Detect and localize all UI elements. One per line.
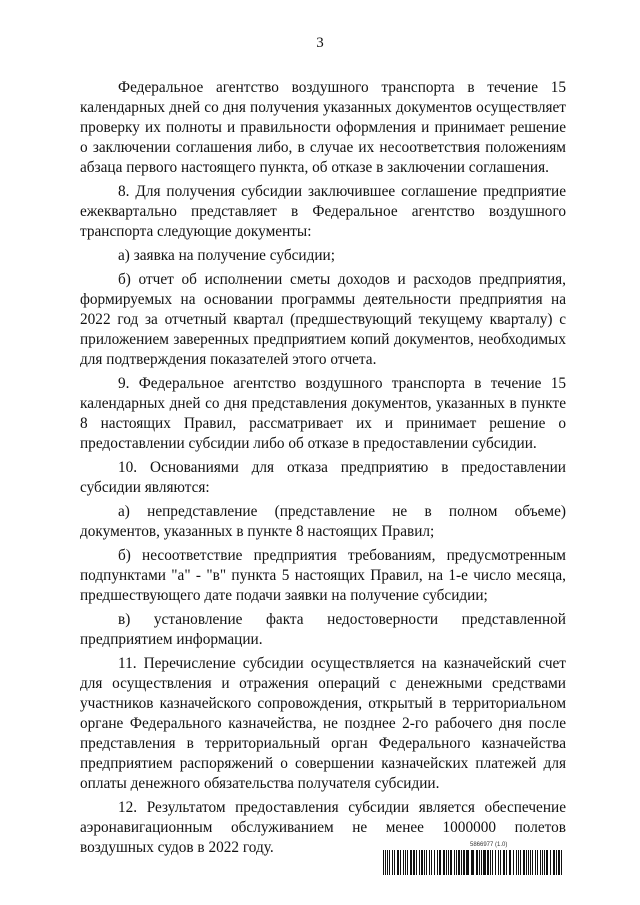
barcode-image bbox=[383, 850, 563, 875]
paragraph-10: 10. Основаниями для отказа предприятию в предоставлении субсидии являются: bbox=[80, 459, 566, 496]
paragraph-8: 8. Для получения субсидии заключившее соглашение предприятие ежеквартально представляет в Федеральное агентство воздушного транспорта следующие документы: bbox=[80, 183, 566, 240]
document-body bbox=[80, 78, 566, 862]
paragraph-agency-review: Федеральное агентство воздушного транспорта в течение 15 календарных дней со дня получения указанных документов осуществляет проверку их полноты и правильности оформления и принимает решение о заключении соглашения либо, в случае их несоответствия положениям абзаца первого настоящего пункта, об отказе в заключении соглашения. bbox=[80, 79, 566, 176]
paragraph-8b: б) отчет об исполнении сметы доходов и расходов предприятия, формируемых на основании программы деятельности предприятия на 2022 год за отчетный квартал (предшествующий текущему кварталу) с приложением заверенных предприятием копий документов, необходимых для подтверждения показателей этого отчета. bbox=[80, 271, 566, 368]
paragraph-11: 11. Перечисление субсидии осуществляется на казначейский счет для осуществления и отражения операций с денежными средствами участников казначейского сопровождения, открытый в территориальном органе Федерального казначейства, не позднее 2-го рабочего дня после представления в территориальный орган Федерального казначейства предприятием распоряжений о совершении казначейских платежей для оплаты денежного обязательства получателя субсидии. bbox=[80, 655, 566, 792]
paragraph-9: 9. Федеральное агентство воздушного транспорта в течение 15 календарных дней со дня представления документов, указанных в пункте 8 настоящих Правил, рассматривает их и принимает решение о предоставлении субсидии либо об отказе в предоставлении субсидии. bbox=[80, 375, 566, 452]
paragraph-10a: а) непредставление (представление не в полном объеме) документов, указанных в пункте 8 настоящих Правил; bbox=[80, 503, 566, 540]
paragraph-10c: в) установление факта недостоверности представленной предприятием информации. bbox=[80, 611, 566, 648]
paragraph-8a: а) заявка на получение субсидии; bbox=[118, 247, 335, 264]
page-number: 3 bbox=[316, 35, 324, 51]
paragraph-10b: б) несоответствие предприятия требованиям, предусмотренным подпунктами "а" - "в" пункта 5 настоящих Правил, на 1-е число месяца, предшествующего дате подачи заявки на получение субсидии; bbox=[80, 547, 566, 604]
document-code: 5866977 (1.0) bbox=[470, 842, 508, 848]
paragraph-12: 12. Результатом предоставления субсидии является обеспечение аэронавигационным обслуживанием не менее 1000000 полетов воздушных судов в 2022 году. bbox=[80, 799, 566, 856]
